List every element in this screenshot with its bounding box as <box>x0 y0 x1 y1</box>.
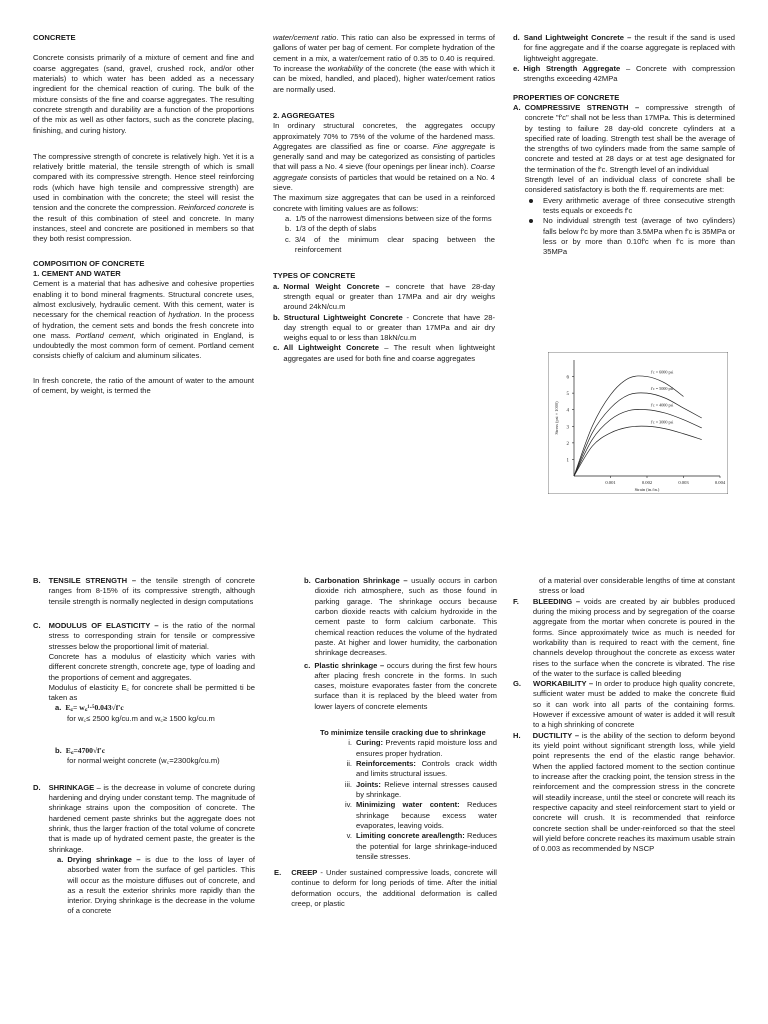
paragraph-wc-ratio: water/cement ratio. This ratio can also be expressed in terms of gallons of water per bag of cement. For complete hydration of the cement in a mix, a water/cement ratio of 0.35 to 0.40 is required. To increase the workability of the concrete (the ease with which it can be mixed, handled, and placed), higher water/cement ratios are normally used. <box>273 33 495 94</box>
list-item: Every arithmetic average of three consecutive strength tests equals or exceeds f'c <box>525 196 735 217</box>
list-item: d. Sand Lightweight Concrete – the result if the sand is used for fine aggregate and if the coarse aggregate is replaced with lightweight aggregate. <box>513 33 735 63</box>
y-tick-label: 6 <box>566 375 569 381</box>
x-tick-label: 0.003 <box>678 480 689 485</box>
list-item: iii. Joints: Relieve internal stresses caused by shrinkage. <box>344 779 497 799</box>
x-tick-label: 0.001 <box>605 480 616 485</box>
paragraph-max-size: The maximum size aggregates that can be used in a reinforced concrete with limiting values are as follows: <box>273 193 495 213</box>
plastic-shrinkage-item: c. Plastic shrinkage – occurs during the first few hours after placing fresh concrete in the forms. In such cases, moisture evaporates faster from the concrete surface than it is replaced by the bleed water from lower layers of concrete elements <box>304 660 497 711</box>
stress-strain-chart <box>548 352 728 494</box>
column-2 <box>273 33 495 364</box>
aggregate-limits-list <box>273 214 495 255</box>
column-3 <box>513 33 735 258</box>
paragraph-cement: Cement is a material that has adhesive and cohesive properties enabling it to bond mineral fragments. Structural concrete uses, almost exclusively, hydraulic cement. With this cement, water is necessary for the chemical reaction of hydration. In the process of hydration, the cement sets and bonds the fresh concrete into one mass. Portland cement, which originated in England, is undoubtedly the most common form of cement. Portland cement consists chiefly of calcium and aluminum silicates. <box>33 279 254 361</box>
ductility-item: H. DUCTILITY – is the ability of the section to deform beyond its yield point without significant strength loss, while yield point represents the end of the elastic range behavior. When the applied factored moment to the section continue to increase after the cracking point, the tension stress in the reinforcement and the compression stress in the concrete will steadily increase, until the steel or concrete will reach its respective capacity and steel reinforcement start to yield or concrete will crush. It is recommended that reinforce concrete section shall be under-reinforced so that the steel will yield before concrete reaches its maximum usable strain of 0.003 as recommended by NSCP <box>513 730 735 854</box>
cement-water-heading: 1. CEMENT AND WATER <box>33 268 121 278</box>
creep-continued: of a material over considerable lengths of time at constant stress or load <box>539 576 735 596</box>
list-item: e. High Strength Aggregate – Concrete with compression strengths exceeding 42MPa <box>513 63 735 84</box>
aggregates-heading: 2. AGGREGATES <box>273 110 335 120</box>
column-1 <box>33 33 254 404</box>
list-item: ii. Reinforcements: Controls crack width and limits structural issues. <box>346 759 497 779</box>
list-item: iv. Minimizing water content: Reduces shrinkage because excess water evaporates, leaving voids. <box>344 800 497 830</box>
formula-b <box>33 746 255 767</box>
x-axis-label: Strain (in./in.) <box>634 487 660 492</box>
y-tick-label: 5 <box>566 392 569 398</box>
formula-a <box>33 703 255 724</box>
y-tick-label: 2 <box>566 441 569 447</box>
shrinkage-item: D. SHRINKAGE – is the decrease in volume of concrete during hardening and drying under constant temp. The magnitude of shrinkage strains upon the composition of concrete. The hardened cement paste shrinks but the aggregate does not shrink, thus the larger fraction of the total volume of concrete that is made up of hydrated cement paste, the greater is the shrinkage. <box>33 782 255 854</box>
list-item: i. Curing: Prevents rapid moisture loss and ensures proper hydration. <box>348 738 497 758</box>
x-tick-label: 0.002 <box>641 480 653 485</box>
minimize-list <box>304 738 497 862</box>
compressive-strength-item: A. COMPRESSIVE STRENGTH – compressive strength of concrete "f'c" shall not be less than 17MPa. This is determined by testing to failure 28 day-old concrete cylinders at a specified rate of loading. Strength test shall be the average of the strengths of two cylinders made from the same sample of concrete and tested at 28 days or at test age designated for the termination of the f'c. Strength level of an individual Strength level of an individual class of concrete shall be considered satisfactory is both the ff. requirements are met: <box>513 102 735 195</box>
page-bottom <box>0 512 768 1024</box>
paragraph-intro: Concrete consists primarily of a mixture of cement and fine and coarse aggregates (sand, gravel, crushed rock, and/or other materials) to which water has been added as a necessary ingredient for the chemical reaction of curing. The bulk of the mixture consists of the fine and coarse aggregates. The resulting concrete strength and durability are a function of the proportions of the mix as well as other factors, such as the concrete placing, finishing, and curing history. <box>33 53 254 135</box>
types-list <box>273 282 495 365</box>
list-item: c. 3/4 of the minimum clear spacing between the reinforcement <box>285 234 495 254</box>
y-tick-label: 3 <box>566 425 569 431</box>
formula-a-condition: for w꜀≤ 2500 kg/cu.m and w꜀≥ 1500 kg/cu.m <box>67 713 215 723</box>
column-4 <box>33 576 255 917</box>
list-item: c. All Lightweight Concrete – The result when lightweight aggregates are used for both fine and coarse aggregates <box>273 343 495 363</box>
types-heading: TYPES OF CONCRETE <box>273 271 356 281</box>
y-tick-label: 1 <box>566 458 569 464</box>
doc-title: CONCRETE <box>33 33 76 42</box>
properties-heading: PROPERTIES OF CONCRETE <box>513 92 620 102</box>
tensile-strength-item: B. TENSILE STRENGTH – the tensile strength of concrete ranges from 8-15% of its compressive strength, although tensile strength is normally neglected in design computations <box>33 576 255 606</box>
column-5 <box>274 576 497 909</box>
paragraph-water-ratio: In fresh concrete, the ratio of the amount of water to the amount of cement, by weight, is termed the <box>33 375 254 396</box>
y-axis-label: Stress (psi × 1000) <box>554 401 559 435</box>
requirements-list <box>513 196 735 258</box>
series-label: f'c = 4000 psi <box>650 402 674 408</box>
paragraph-compressive: The compressive strength of concrete is relatively high. Yet it is a relatively brittle material, the tensile strength of which is small compared with its compressive strength. Hence steel reinforcing rods (which have high tensile and compressive strength) are used in combination with the concrete; the steel will resist the tension and the concrete the compression. Reinforced concrete is the result of this combination of steel and concrete. In many instances, steel and concrete are positioned in members so that they both resist compression. <box>33 151 254 244</box>
carbonation-item: b. Carbonation Shrinkage – usually occurs in carbon dioxide rich atmosphere, such as those found in parking garage. The shrinkage occurs because carbon dioxide reacts with calcium hydroxide in the cement paste to form calcium carbonate. This chemical reaction reduces the volume of the hydrated paste. At higher and lower humidity, the carbonation shrinkage decreases. <box>304 576 497 658</box>
list-item: a. E꜀= w꜀¹·⁵0.043√f'c <box>55 703 124 713</box>
paragraph-aggregates: In ordinary structural concretes, the aggregates occupy approximately 70% to 75% of the volume of the hardened mass. Aggregates are classified as fine or coarse. Fine aggregate is generally sand and may be categorized as consisting of particles that will pass a No. 4 sieve (four openings per linear inch). Coarse aggregate consists of particles that would be retained on a No. 4 sieve. <box>273 121 495 193</box>
column-6 <box>513 576 735 854</box>
x-tick-label: 0.004 <box>714 480 726 485</box>
bullet-icon <box>529 219 533 223</box>
minimize-cracking-heading: To minimize tensile cracking due to shrinkage <box>320 728 486 738</box>
list-item: b. E꜀=4700√f'c <box>55 746 106 756</box>
y-tick-label: 4 <box>566 408 569 414</box>
formula-b-condition: for normal weight concrete (w꜀=2300kg/cu.m) <box>67 756 220 766</box>
list-item: b. Structural Lightweight Concrete - Concrete that have 28-day strength equal to or greater than 17MPa and air dry weighs equal to or less than 18kN/cu.m <box>273 312 496 343</box>
list-item: No individual strength test (average of two cylinders) falls below f'c by more than 3.5MPa when f'c is 35MPa or less or by more than 0.10f'c when f'c is more than 35MPa <box>525 216 735 257</box>
bleeding-item: F. BLEEDING – voids are created by air bubbles produced during the mixing process and by segregation of the coarse aggregate from the mortar when concrete is poured in the forms. Since approximately twice as much is needed for workability than is required to react with the cement, fine channels develop throughout the concrete as excess water rises to the surface when the concrete is vibrated. The rise of the water to the surface is called bleeding <box>513 596 735 678</box>
series-label: f'c = 3000 psi <box>650 419 674 425</box>
list-item: v. Limiting concrete area/length: Reduces the potential for large shrinkage-induced tensile stresses. <box>346 831 497 861</box>
bullet-icon <box>529 199 533 203</box>
modulus-item: C. MODULUS OF ELASTICITY – is the ratio of the normal stress to corresponding strain for tensile or compressive stresses below the proportional limit of material. Concrete has a modulus of elasticity which varies with different concrete strength, concrete age, type of loading and the proportions of cement and aggregates. Modulus of elasticity E꜀ for concrete shall be permitted ti be taken as <box>33 620 255 703</box>
workability-item: G. WORKABILITY – In order to produce high quality concrete, sufficient water must be added to make the concrete fluid so it can work into all parts of the containing forms. However if excessive amount of water is added it will result to a high shrinking of concrete <box>513 679 735 730</box>
series-label: f'c = 6000 psi <box>650 369 674 375</box>
composition-heading: COMPOSITION OF CONCRETE <box>33 258 145 268</box>
list-item: a. Normal Weight Concrete – concrete that have 28-day strength equal or greater than 17MPa and air dry weighs around 24kN/cu.m <box>273 281 495 312</box>
series-label: f'c = 5000 psi <box>650 386 674 392</box>
list-item: a. 1/5 of the narrowest dimensions between size of the forms <box>285 214 492 223</box>
drying-shrinkage-item: a. Drying shrinkage – is due to the loss of layer of absorbed water from the surface of gel particles. This will occur as the moisture diffuses out of concrete, and as a result the exterior shrinks more rapidly than the interior. Drying shrinkage is the decrease in the volume of a concrete <box>57 854 255 916</box>
list-item: b. 1/3 of the depth of slabs <box>285 224 377 234</box>
creep-item: E. CREEP - Under sustained compressive loads, concrete will continue to deform for long periods of time. After the initial deformation occurs, the additional deformation is called creep, or plastic <box>274 868 497 909</box>
